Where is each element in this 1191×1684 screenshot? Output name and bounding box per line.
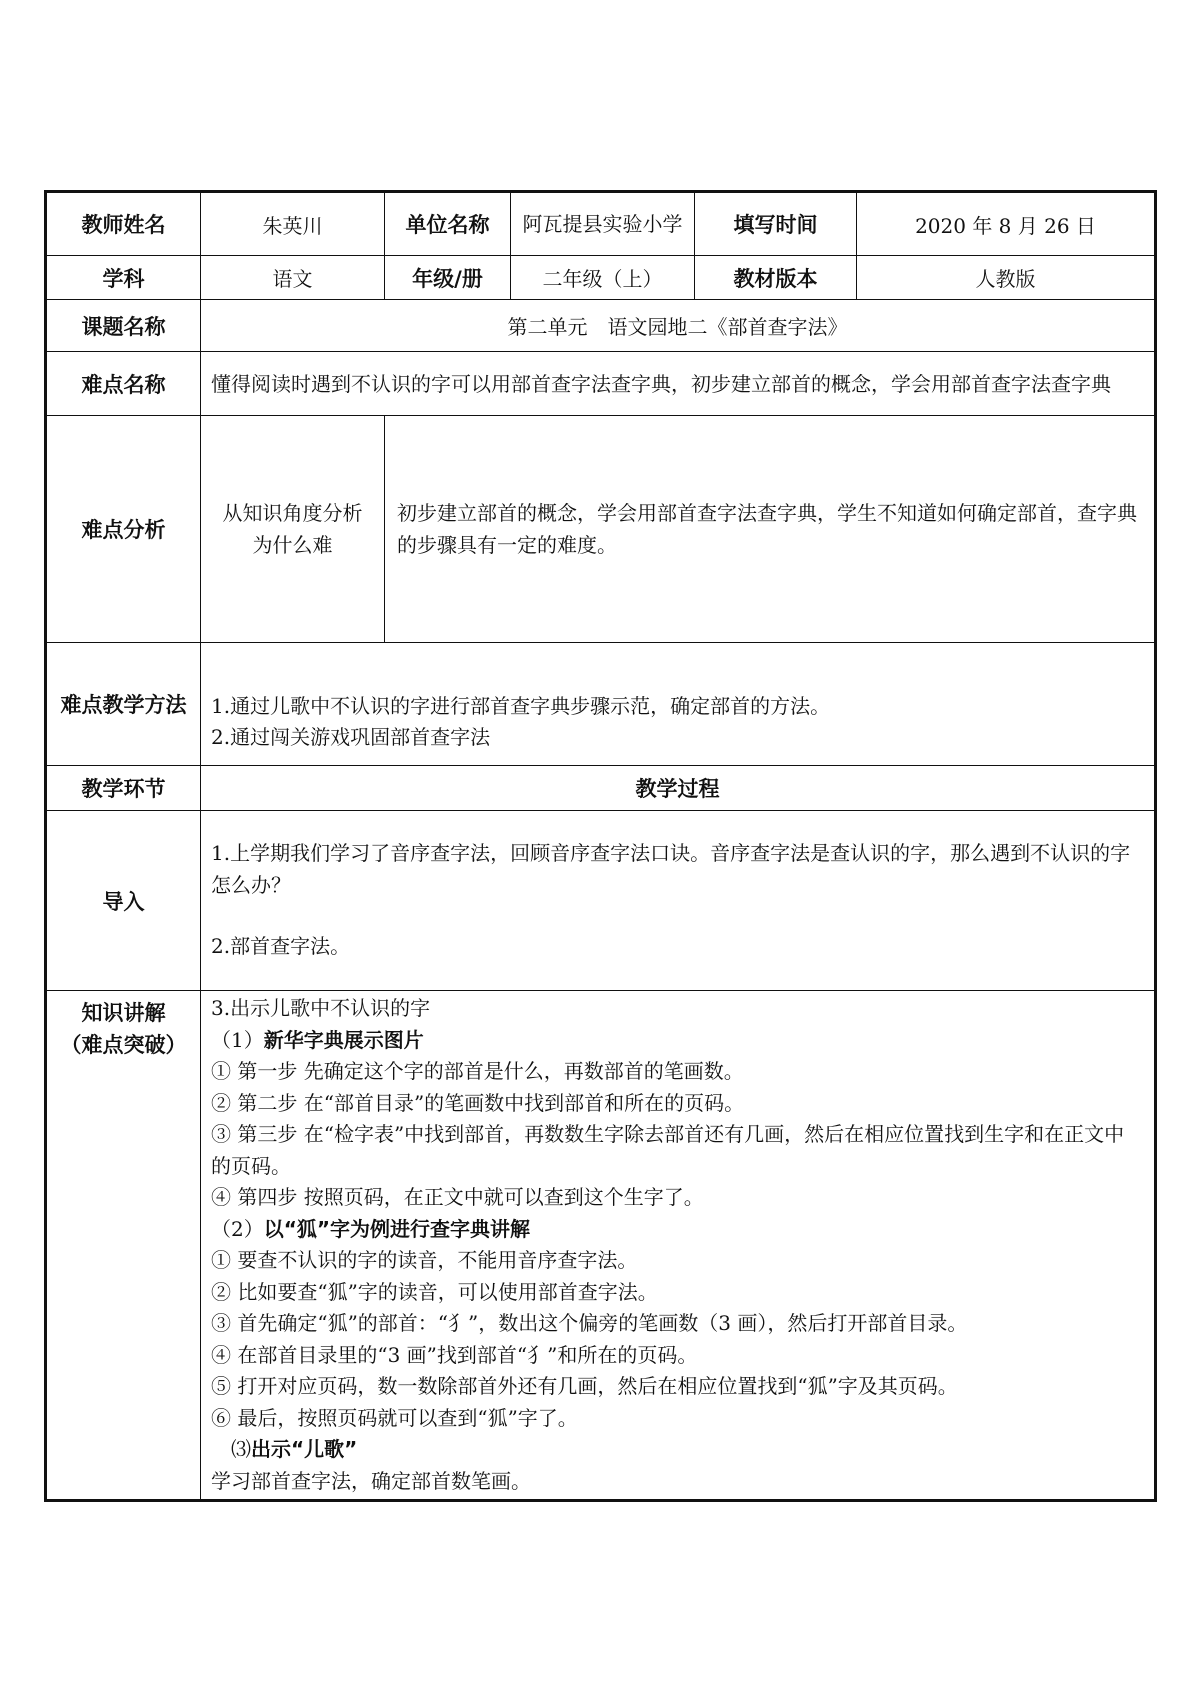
subject-label: 学科 bbox=[46, 256, 201, 300]
header-row-1 bbox=[46, 192, 1156, 256]
intro-line-2: 2.部首查字法。 bbox=[211, 934, 351, 959]
method-row bbox=[46, 643, 1156, 766]
example-2: ② 比如要查“狐”字的读音，可以使用部首查字法。 bbox=[211, 1279, 658, 1304]
example-1: ① 要查不认识的字的读音，不能用音序查字法。 bbox=[211, 1248, 638, 1272]
intro-line-1: 1.上学期我们学习了音序查字法，回顾音序查字法口诀。音序查字法是查认识的字，那么遇到不认识的字怎么办？ bbox=[211, 841, 1131, 897]
method-label: 难点教学方法 bbox=[46, 643, 201, 766]
example-6: ⑥ 最后，按照页码就可以查到“狐”字了。 bbox=[211, 1405, 578, 1430]
knowledge-label-line-1: 知识讲解 bbox=[81, 1001, 166, 1025]
topic-value: 第二单元 语文园地二《部首查字法》 bbox=[201, 300, 1156, 352]
intro-row bbox=[46, 811, 1156, 991]
topic-label: 课题名称 bbox=[46, 300, 201, 352]
process-step-label: 教学环节 bbox=[46, 766, 201, 811]
knowledge-row bbox=[46, 991, 1156, 1501]
analysis-label: 难点分析 bbox=[46, 416, 201, 643]
intro-content bbox=[201, 811, 1156, 991]
teacher-name-value: 朱英川 bbox=[201, 192, 385, 256]
fill-date-value: 2020 年 8 月 26 日 bbox=[857, 192, 1156, 256]
topic-row bbox=[46, 300, 1156, 352]
unit-name-value: 阿瓦提县实验小学 bbox=[511, 192, 695, 256]
step-4: ④ 第四步 按照页码，在正文中就可以查到这个生字了。 bbox=[211, 1185, 704, 1209]
example-4: ④ 在部首目录里的“3 画”找到部首“犭”和所在的页码。 bbox=[211, 1342, 698, 1367]
unit-name-label: 单位名称 bbox=[385, 192, 511, 256]
knowledge-sub-1 bbox=[211, 1025, 1144, 1057]
method-content bbox=[201, 643, 1156, 766]
knowledge-sub-2 bbox=[211, 1214, 1144, 1246]
grade-value: 二年级（上） bbox=[511, 256, 695, 300]
analysis-row bbox=[46, 416, 1156, 643]
intro-spacer bbox=[211, 901, 1144, 931]
knowledge-item-3: 3.出示儿歌中不认识的字 bbox=[211, 996, 431, 1020]
sub-2-title: 以“狐”字为例进行查字典讲解 bbox=[263, 1216, 531, 1241]
example-3: ③ 首先确定“狐”的部首：“犭”，数出这个偏旁的笔画数（3 画），然后打开部首目录。 bbox=[211, 1311, 968, 1335]
sub-1-number: （1） bbox=[211, 1027, 264, 1052]
analysis-value: 初步建立部首的概念，学会用部首查字法查字典，学生不知道如何确定部首，查字典的步骤具有一定的难度。 bbox=[385, 416, 1156, 643]
knowledge-last-line: 学习部首查字法，确定部首数笔画。 bbox=[211, 1468, 531, 1493]
analysis-sub-label: 从知识角度分析为什么难 bbox=[201, 416, 385, 643]
sub-2-number: （2） bbox=[211, 1216, 264, 1241]
teacher-name-label: 教师姓名 bbox=[46, 192, 201, 256]
knowledge-content bbox=[201, 991, 1156, 1501]
difficulty-label: 难点名称 bbox=[46, 352, 201, 416]
subject-value: 语文 bbox=[201, 256, 385, 300]
difficulty-value: 懂得阅读时遇到不认识的字可以用部首查字法查字典，初步建立部首的概念，学会用部首查字法查字典 bbox=[201, 352, 1156, 416]
process-header-row bbox=[46, 766, 1156, 811]
edition-value: 人教版 bbox=[857, 256, 1156, 300]
step-3: ③ 第三步 在“检字表”中找到部首，再数数生字除去部首还有几画，然后在相应位置找到生字和在正文中的页码。 bbox=[211, 1122, 1125, 1178]
lesson-plan-table bbox=[44, 190, 1157, 1502]
example-5: ⑤ 打开对应页码，数一数除部首外还有几画，然后在相应位置找到“狐”字及其页码。 bbox=[211, 1374, 958, 1398]
step-1: ① 第一步 先确定这个字的部首是什么，再数部首的笔画数。 bbox=[211, 1059, 744, 1083]
method-line-2: 2.通过闯关游戏巩固部首查字法 bbox=[211, 725, 491, 749]
knowledge-label-line-2: （难点突破） bbox=[60, 1033, 187, 1057]
knowledge-label bbox=[46, 991, 201, 1501]
sub-3-title: 出示“儿歌” bbox=[251, 1437, 358, 1461]
fill-date-label: 填写时间 bbox=[695, 192, 857, 256]
edition-label: 教材版本 bbox=[695, 256, 857, 300]
intro-label: 导入 bbox=[46, 811, 201, 991]
knowledge-sub-3 bbox=[211, 1434, 1144, 1466]
difficulty-row bbox=[46, 352, 1156, 416]
method-line-1: 1.通过儿歌中不认识的字进行部首查字典步骤示范，确定部首的方法。 bbox=[211, 693, 831, 718]
sub-1-title: 新华字典展示图片 bbox=[263, 1027, 424, 1052]
process-title: 教学过程 bbox=[201, 766, 1156, 811]
step-2: ② 第二步 在“部首目录”的笔画数中找到部首和所在的页码。 bbox=[211, 1090, 745, 1115]
header-row-2 bbox=[46, 256, 1156, 300]
grade-label: 年级/册 bbox=[385, 256, 511, 300]
sub-3-number: ⑶ bbox=[231, 1437, 251, 1461]
